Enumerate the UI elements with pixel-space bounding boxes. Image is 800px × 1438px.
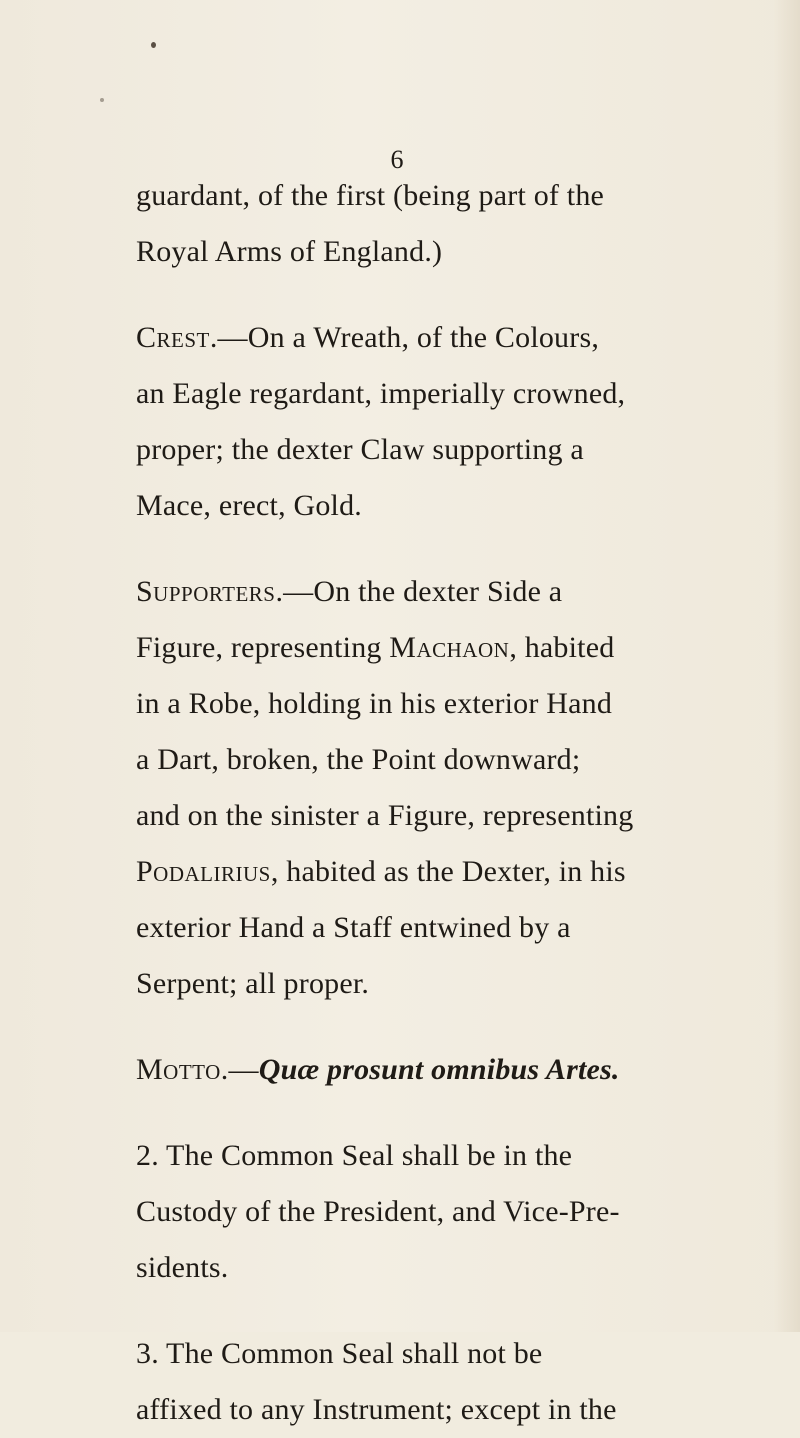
dash: .— [275,575,314,608]
text-line [136,1042,666,1098]
ink-speck [100,98,104,102]
text-line [136,620,666,676]
page-edge-shadow [774,0,800,1332]
text-line: Custody of the President, and Vice-Pre- [136,1195,620,1228]
text-line: exterior Hand a Staff entwined by a [136,911,571,944]
text-line: Royal Arms of England.) [136,235,443,268]
motto-heading: Motto [136,1053,221,1086]
rule-2-paragraph [136,1128,666,1296]
text-line: guardant, of the first (being part of the [136,179,605,212]
page-text [136,168,666,1438]
text-fragment: On the dexter Side a [313,575,563,608]
dash: .— [209,321,248,354]
crest-paragraph [136,310,666,534]
text-fragment: On a Wreath, of the Colours, [247,321,600,354]
crest-heading: Crest [136,321,210,354]
text-line: sidents. [136,1251,229,1284]
text-line: proper; the dexter Claw supporting a [136,433,584,466]
text-fragment: , habited as the Dexter, in his [270,855,626,888]
text-line: and on the sinister a Figure, representing [136,799,634,832]
text-line [136,564,666,620]
text-line: 3. The Common Seal shall not be [136,1337,543,1370]
text-fragment: Figure, representing [136,631,390,664]
motto-paragraph [136,1042,666,1098]
text-line: 2. The Common Seal shall be in the [136,1139,573,1172]
motto-latin: Quæ prosunt omnibus Artes. [258,1053,620,1086]
text-line: in a Robe, holding in his exterior Hand [136,687,613,720]
text-line [136,310,666,366]
text-fragment: , habited [509,631,615,664]
rule-3-paragraph [136,1326,666,1438]
supporters-heading: Supporters [136,575,276,608]
page-number: 6 [390,145,404,174]
dash: .— [220,1053,259,1086]
supporters-paragraph [136,564,666,1012]
text-line [136,844,666,900]
continuation-paragraph [136,168,666,280]
name-podalirius: Podalirius [136,855,271,888]
text-line: affixed to any Instrument; except in the [136,1393,617,1426]
name-machaon: Machaon [389,631,510,664]
ink-speck [151,42,156,48]
text-line: an Eagle regardant, imperially crowned, [136,377,626,410]
text-line: Mace, erect, Gold. [136,489,362,522]
text-line: a Dart, broken, the Point downward; [136,743,581,776]
text-line: Serpent; all proper. [136,967,370,1000]
